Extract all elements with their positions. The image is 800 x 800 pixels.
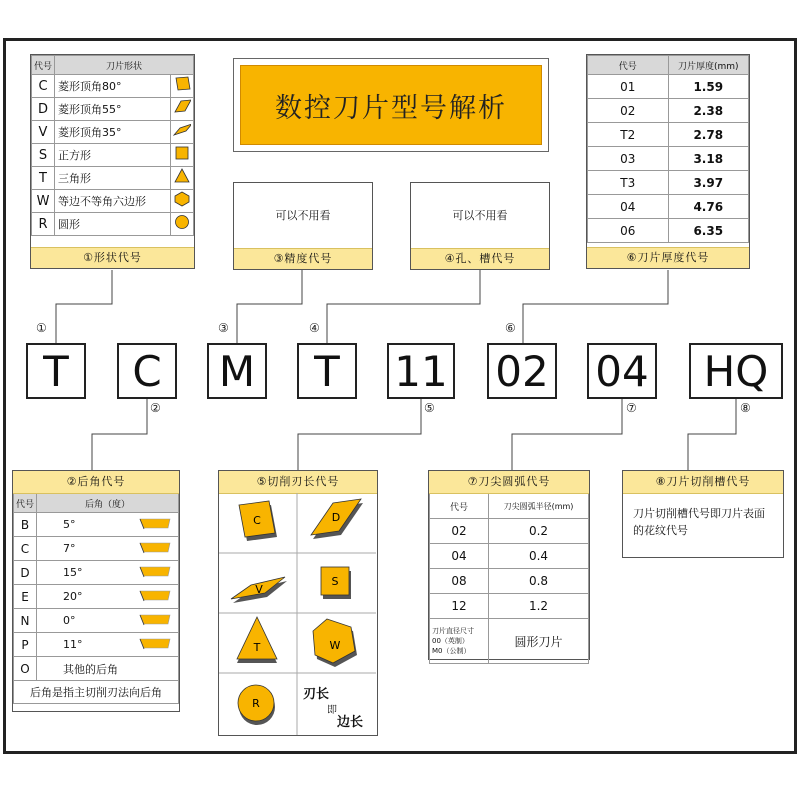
shape-row-code: R <box>32 213 55 236</box>
thickness-header-value: 刀片厚度(mm) <box>668 56 749 75</box>
nose-header-value: 刀尖圆弧半径(mm) <box>489 494 589 519</box>
thickness-row <box>588 147 749 171</box>
circle-icon <box>173 214 191 230</box>
clearance-row-value: 5° <box>37 513 139 537</box>
edge-shape-t-icon <box>237 617 277 663</box>
clearance-row-code: P <box>14 633 37 657</box>
nose-row <box>430 569 589 594</box>
square-icon <box>173 145 191 161</box>
edge-shape-label-r: R <box>252 697 260 710</box>
rhombus-80-icon <box>173 76 191 92</box>
thickness-row-value: 3.97 <box>668 171 749 195</box>
clearance-header-code: 代号 <box>14 494 37 513</box>
clearance-angle-icon <box>138 588 172 602</box>
edge-shape-w-icon <box>313 619 357 667</box>
edge-length-title: ⑤切削刃长代号 <box>219 471 377 494</box>
shape-row-name: 菱形顶角55° <box>55 98 171 121</box>
shape-row-code: T <box>32 167 55 190</box>
chipbreaker-text: 刀片切削槽代号即刀片表面的花纹代号 <box>633 507 765 537</box>
clearance-row-value: 其他的后角 <box>37 657 179 681</box>
shape-row-icon-cell <box>171 75 194 98</box>
nose-radius-panel <box>428 470 590 660</box>
nose-row-value: 0.2 <box>489 519 589 544</box>
shape-table <box>31 55 194 236</box>
chipbreaker-panel <box>622 470 784 558</box>
clearance-angle-icon <box>138 540 172 554</box>
edge-shape-d-icon <box>311 499 363 539</box>
marker-1: ① <box>36 321 47 335</box>
nose-row-code: 04 <box>430 544 489 569</box>
shape-row-name: 菱形顶角80° <box>55 75 171 98</box>
clearance-row <box>14 609 179 633</box>
clearance-row <box>14 537 179 561</box>
clearance-row-code: E <box>14 585 37 609</box>
marker-4: ④ <box>309 321 320 335</box>
clearance-note: 后角是指主切削刃法向后角 <box>14 681 179 704</box>
clearance-row-code: B <box>14 513 37 537</box>
marker-6: ⑥ <box>505 321 516 335</box>
clearance-title: ②后角代号 <box>13 471 179 494</box>
edge-shape-label-v: V <box>255 583 263 596</box>
page-title: 数控刀片型号解析 <box>240 65 542 145</box>
edge-shape-label-d: D <box>331 511 341 524</box>
clearance-row-value: 11° <box>37 633 139 657</box>
shape-code-panel <box>30 54 195 269</box>
hole-caption: ④孔、槽代号 <box>411 248 549 269</box>
edge-shape-s-icon <box>321 567 351 599</box>
marker-3: ③ <box>218 321 229 335</box>
thickness-row <box>588 171 749 195</box>
clearance-angle-icon <box>138 516 172 530</box>
shape-row <box>32 213 194 236</box>
thickness-row <box>588 219 749 243</box>
nose-row-value: 0.4 <box>489 544 589 569</box>
shape-row-code: C <box>32 75 55 98</box>
clearance-row-code: D <box>14 561 37 585</box>
code-box-1: T <box>26 343 86 399</box>
shape-row <box>32 144 194 167</box>
thickness-caption: ⑥刀片厚度代号 <box>587 247 749 268</box>
thickness-row <box>588 195 749 219</box>
nose-round-note <box>430 619 489 664</box>
edge-shape-label-c: C <box>253 514 261 527</box>
nose-round-note-2: 00（英制） <box>432 637 469 645</box>
clearance-row <box>14 561 179 585</box>
marker-8: ⑧ <box>740 401 751 415</box>
nose-round-note-1: 刀片直径尺寸 <box>432 627 474 635</box>
thickness-row-code: 03 <box>588 147 669 171</box>
edge-length-grid <box>219 493 376 735</box>
nose-row-value: 0.8 <box>489 569 589 594</box>
precision-text: 可以不用看 <box>275 209 331 222</box>
shape-row-code: V <box>32 121 55 144</box>
code-box-2: C <box>117 343 177 399</box>
shape-row <box>32 75 194 98</box>
rhombus-35-icon <box>173 122 191 138</box>
clearance-row-code: N <box>14 609 37 633</box>
edge-length-panel <box>218 470 378 736</box>
edge-shape-label-s: S <box>331 575 339 588</box>
edge-shape-label-w: W <box>329 639 341 652</box>
hole-panel <box>410 182 550 270</box>
shape-header-code: 代号 <box>32 56 55 75</box>
shape-row-icon-cell <box>171 167 194 190</box>
thickness-row-code: T2 <box>588 123 669 147</box>
nose-radius-table <box>429 493 589 664</box>
shape-row-icon-cell <box>171 213 194 236</box>
code-box-4: T <box>297 343 357 399</box>
nose-round-note-3: M0（公制） <box>432 647 471 655</box>
shape-row-name: 圆形 <box>55 213 171 236</box>
shape-row-icon-cell <box>171 144 194 167</box>
edge-note-3: 边长 <box>337 715 364 730</box>
nose-radius-title: ⑦刀尖圆弧代号 <box>429 471 589 494</box>
shape-row-name: 三角形 <box>55 167 171 190</box>
thickness-row <box>588 75 749 99</box>
thickness-table <box>587 55 749 243</box>
thickness-row-code: 02 <box>588 99 669 123</box>
clearance-row <box>14 513 179 537</box>
code-box-7: 04 <box>587 343 657 399</box>
clearance-row <box>14 657 179 681</box>
edge-shape-label-t: T <box>253 641 261 654</box>
marker-2: ② <box>150 401 161 415</box>
clearance-angle-icon <box>138 564 172 578</box>
thickness-row-code: 04 <box>588 195 669 219</box>
shape-row <box>32 190 194 213</box>
thickness-row-code: 01 <box>588 75 669 99</box>
thickness-row <box>588 99 749 123</box>
shape-row-name: 菱形顶角35° <box>55 121 171 144</box>
hole-text: 可以不用看 <box>452 209 508 222</box>
clearance-table <box>13 493 179 704</box>
shape-caption: ①形状代号 <box>31 247 194 268</box>
clearance-row-value: 0° <box>37 609 139 633</box>
clearance-header-value: 后角（度） <box>37 494 179 513</box>
nose-round-value: 圆形刀片 <box>489 619 589 664</box>
code-box-5: 11 <box>387 343 455 399</box>
triangle-icon <box>173 168 191 184</box>
thickness-row-code: T3 <box>588 171 669 195</box>
nose-row <box>430 519 589 544</box>
clearance-row-value: 15° <box>37 561 139 585</box>
precision-caption: ③精度代号 <box>234 248 372 269</box>
edge-shape-c-icon <box>239 501 277 541</box>
clearance-angle-icon <box>138 612 172 626</box>
clearance-row <box>14 633 179 657</box>
thickness-panel <box>586 54 750 269</box>
thickness-row-value: 6.35 <box>668 219 749 243</box>
edge-note-1: 刃长 <box>303 687 330 702</box>
thickness-row-value: 2.78 <box>668 123 749 147</box>
shape-header-name: 刀片形状 <box>55 56 194 75</box>
shape-row-code: W <box>32 190 55 213</box>
code-box-8: HQ <box>689 343 783 399</box>
shape-row <box>32 98 194 121</box>
hexagon-icon <box>173 191 191 207</box>
rhombus-55-icon <box>173 99 191 115</box>
nose-row <box>430 544 589 569</box>
edge-shape-r-icon <box>238 685 275 725</box>
thickness-row-value: 4.76 <box>668 195 749 219</box>
nose-row-code: 08 <box>430 569 489 594</box>
shape-row-icon-cell <box>171 121 194 144</box>
thickness-row-value: 3.18 <box>668 147 749 171</box>
shape-row-icon-cell <box>171 98 194 121</box>
nose-row-code: 12 <box>430 594 489 619</box>
nose-header-code: 代号 <box>430 494 489 519</box>
thickness-row-value: 1.59 <box>668 75 749 99</box>
clearance-row-code: O <box>14 657 37 681</box>
thickness-header-code: 代号 <box>588 56 669 75</box>
shape-row-icon-cell <box>171 190 194 213</box>
shape-row <box>32 167 194 190</box>
edge-shape-v-icon <box>231 577 287 603</box>
clearance-row-code: C <box>14 537 37 561</box>
thickness-row-value: 2.38 <box>668 99 749 123</box>
clearance-row <box>14 585 179 609</box>
edge-note-2: 即 <box>327 705 337 716</box>
nose-row <box>430 594 589 619</box>
marker-5: ⑤ <box>424 401 435 415</box>
shape-row-name: 正方形 <box>55 144 171 167</box>
shape-row <box>32 121 194 144</box>
thickness-row-code: 06 <box>588 219 669 243</box>
thickness-row <box>588 123 749 147</box>
clearance-angle-icon <box>138 636 172 650</box>
nose-row-value: 1.2 <box>489 594 589 619</box>
code-box-3: M <box>207 343 267 399</box>
precision-panel <box>233 182 373 270</box>
shape-row-name: 等边不等角六边形 <box>55 190 171 213</box>
marker-7: ⑦ <box>626 401 637 415</box>
clearance-row-value: 20° <box>37 585 139 609</box>
shape-row-code: S <box>32 144 55 167</box>
clearance-row-value: 7° <box>37 537 139 561</box>
title-box <box>233 58 549 152</box>
code-box-6: 02 <box>487 343 557 399</box>
chipbreaker-title: ⑧刀片切削槽代号 <box>623 471 783 494</box>
shape-row-code: D <box>32 98 55 121</box>
clearance-panel <box>12 470 180 712</box>
nose-row-code: 02 <box>430 519 489 544</box>
